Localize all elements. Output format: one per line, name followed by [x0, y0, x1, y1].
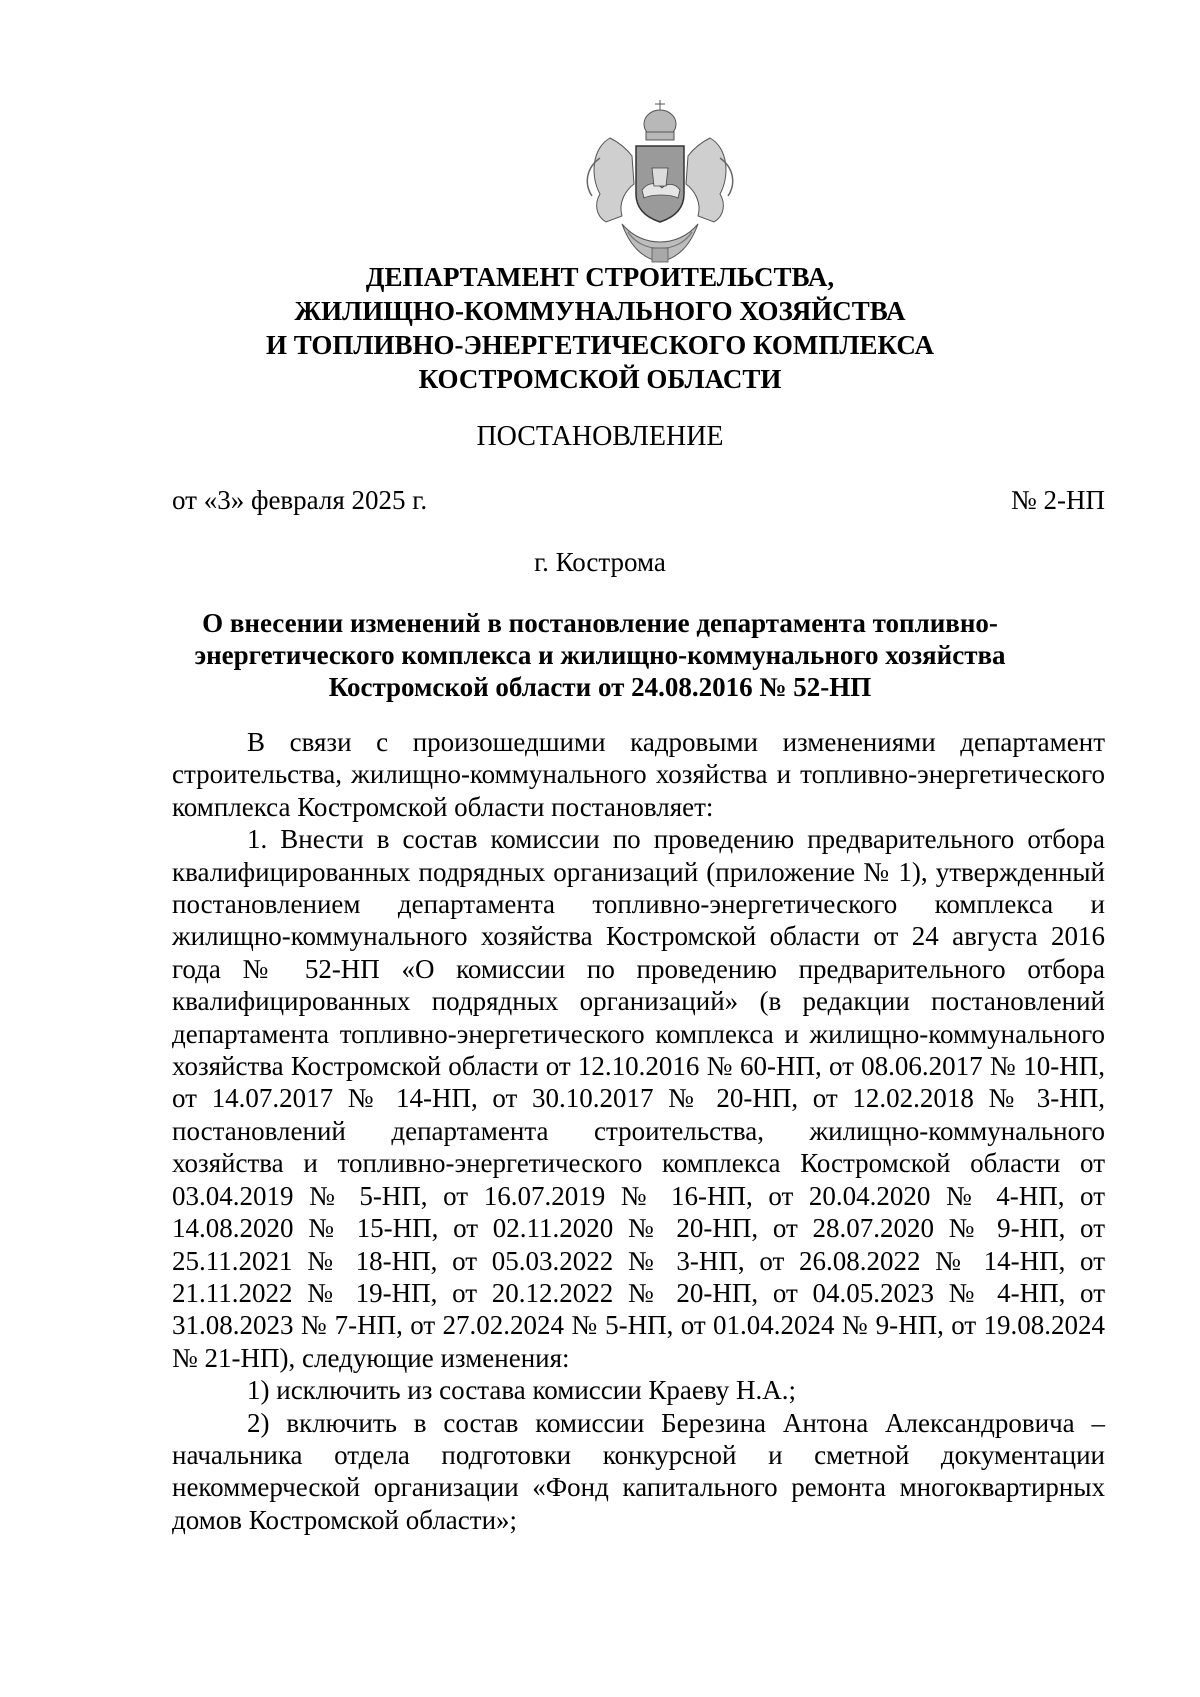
preamble-paragraph: В связи с произошедшими кадровыми изменениями департамент строительства, жилищно-коммунального хозяйства и топливно-энергетического комплекса Костромской области постановляет: — [172, 727, 1105, 822]
coat-of-arms-icon — [582, 98, 738, 268]
document-body — [172, 726, 1105, 1536]
department-name-line-4: КОСТРОМСКОЙ ОБЛАСТИ — [418, 364, 782, 394]
subject-line-1: О внесении изменений в постановление департамента топливно- — [202, 608, 998, 638]
document-date: от «3» февраля 2025 г. — [172, 485, 428, 515]
document-city: г. Кострома — [534, 547, 666, 577]
document-type: ПОСТАНОВЛЕНИЕ — [476, 421, 724, 452]
department-name-line-3: И ТОПЛИВНО-ЭНЕРГЕТИЧЕСКОГО КОМПЛЕКСА — [265, 330, 935, 360]
department-name-line-1: ДЕПАРТАМЕНТ СТРОИТЕЛЬСТВА, — [365, 262, 835, 292]
document-subject — [0, 607, 1200, 703]
subpoint-1-paragraph: 1) исключить из состава комиссии Краеву Н.А.; — [247, 1375, 796, 1406]
document-number: № 2-НП — [1011, 485, 1105, 515]
subject-line-2: энергетического комплекса и жилищно-коммунального хозяйства — [194, 640, 1006, 670]
subject-line-3: Костромской области от 24.08.2016 № 52-НП — [328, 672, 872, 702]
subpoint-2-paragraph: 2) включить в состав комиссии Березина Антона Александровича – начальника отдела подготовки конкурсной и сметной документации некоммерческой организации «Фонд капитального ремонта многоквартирных домов Костромской области»; — [172, 1407, 1105, 1535]
department-name — [0, 260, 1200, 396]
department-name-line-2: ЖИЛИЩНО-КОММУНАЛЬНОГО ХОЗЯЙСТВА — [294, 296, 906, 326]
point-1-paragraph: 1. Внести в состав комиссии по проведению предварительного отбора квалифицированных подрядных организаций (приложение № 1), утвержденный постановлением департамента топливно-энергетического комплекса и жилищно-коммунального хозяйства Костромской области от 24 августа 2016 года № 52-НП «О комиссии по проведению предварительного отбора квалифицированных подрядных организаций» (в редакции постановлений департамента топливно-энергетического комплекса и жилищно-коммунального хозяйства Костромской области от 12.10.2016 № 60-НП, от 08.06.2017 № 10-НП, от 14.07.2017 № 14-НП, от 30.10.2017 № 20-НП, от 12.02.2018 № 3-НП, постановлений департамента строительства, жилищно-коммунального хозяйства и топливно-энергетического комплекса Костромской области от 03.04.2019 № 5-НП, от 16.07.2019 № 16-НП, от 20.04.2020 № 4-НП, от 14.08.2020 № 15-НП, от 02.11.2020 № 20-НП, от 28.07.2020 № 9-НП, от 25.11.2021 № 18-НП, от 05.03.2022 № 3-НП, от 26.08.2022 № 14-НП, от 21.11.2022 № 19-НП, от 20.12.2022 № 20-НП, от 04.05.2023 № 4-НП, от 31.08.2023 № 7-НП, от 27.02.2024 № 5-НП, от 01.04.2024 № 9-НП, от 19.08.2024 № 21-НП), следующие изменения: — [172, 824, 1105, 1373]
